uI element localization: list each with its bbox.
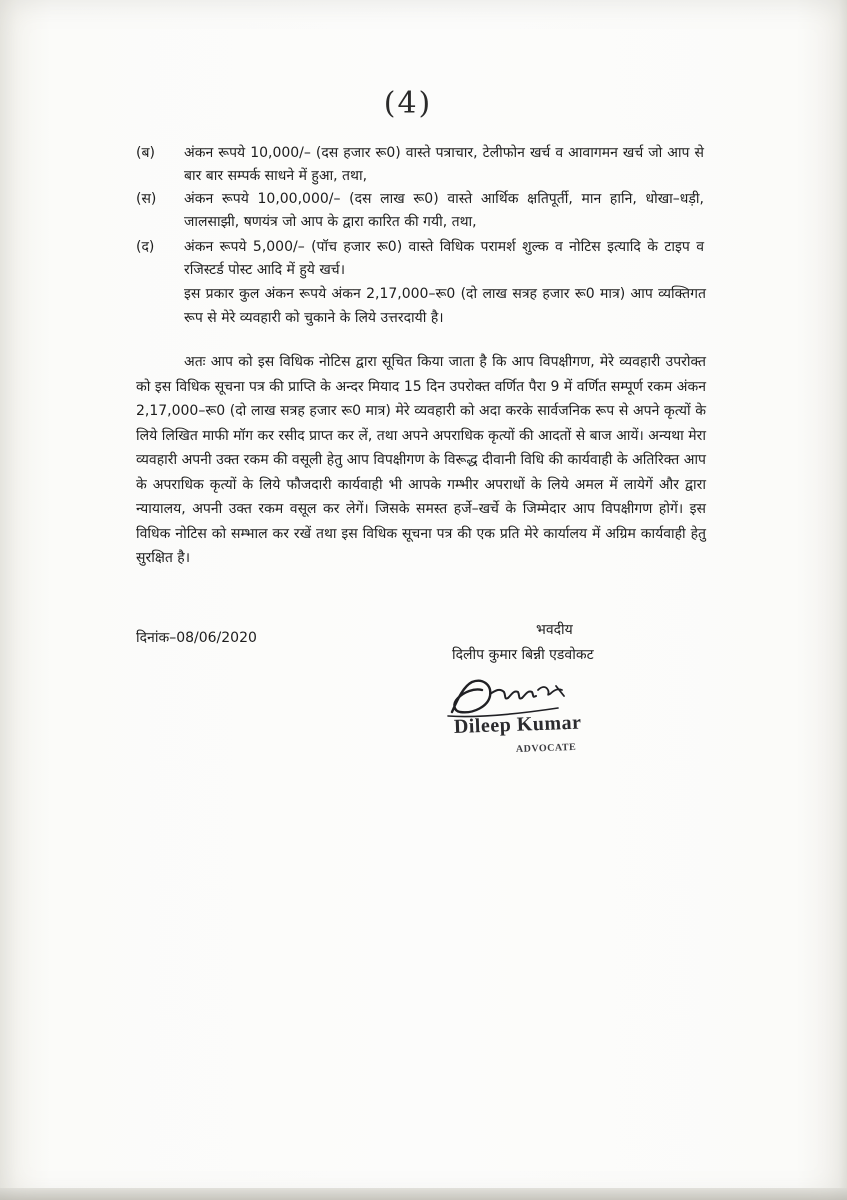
item-text: अंकन रूपये 10,000/– (दस हजार रू0) वास्ते पत्राचार, टेलीफोन खर्च व आवागमन खर्च जो आप से बार बार सम्पर्क साधने में हुआ, तथा, bbox=[184, 145, 704, 184]
item-marker: (द) bbox=[136, 239, 155, 255]
item-marker: (स) bbox=[136, 191, 157, 207]
stamp-title: ADVOCATE bbox=[515, 741, 577, 755]
list-item bbox=[136, 188, 706, 234]
list-item bbox=[136, 236, 706, 282]
notice-paragraph: अतः आप को इस विधिक नोटिस द्वारा सूचित किया जाता है कि आप विपक्षीगण, मेरे व्यवहारी उपरोक्त को इस विधिक सूचना पत्र की प्राप्ति के अन्दर मियाद 15 दिन उपरोक्त वर्णित पैरा 9 में वर्णित सम्पूर्ण रकम अंकन 2,17,000–रू0 (दो लाख सत्रह हजार रू0 मात्र) मेरे व्यवहारी को अदा करके सार्वजनिक रूप से अपने कृत्यों के लिये लिखित माफी मॉग कर रसीद प्राप्त कर लें, तथा अपने अपराधिक कृत्यों की आदतों से बाज आयें। अन्यथा मेरा व्यवहारी अपनी उक्त रकम की वसूली हेतु आप विपक्षीगण के विरूद्ध दीवानी विधि की कार्यवाही के अतिरिक्त आप के अपराधिक कृत्यों के लिये फौजदारी कार्यवाही भी आपके गम्भीर अपराधों के लिये अमल में लायेगें और द्वारा न्यायालय, अपनी उक्त रकम वसूल कर लेगें। जिसके समस्त हर्जे–खर्चे के जिम्मेदार आप विपक्षीगण होगें। इस विधिक नोटिस को सम्भाल कर रखें तथा इस विधिक सूचना पत्र की एक प्रति मेरे कार्यालय में अग्रिम कार्यवाही हेतु सुरक्षित है। bbox=[136, 354, 706, 566]
closing-salutation: भवदीय bbox=[536, 622, 573, 638]
page-number: (4) bbox=[383, 86, 433, 121]
item-marker: (ब) bbox=[136, 145, 155, 161]
total-summary: इस प्रकार कुल अंकन रूपये अंकन 2,17,000–रू0 (दो लाख सत्रह हजार रू0 मात्र) आप व्यक्तिगत रूप से मेरे व्यवहारी को चुकाने के लिये उत्तरदायी है। bbox=[184, 286, 706, 326]
date-line: दिनांक–08/06/2020 bbox=[136, 630, 257, 646]
item-text: अंकन रूपये 10,00,000/– (दस लाख रू0) वास्ते आर्थिक क्षतिपूर्ती, मान हानि, धोखा–धड़ी, जालसाझी, षणयंत्र जो आप के द्वारा कारित की गयी, तथा, bbox=[184, 191, 704, 230]
stamp-name: Dileep Kumar bbox=[453, 711, 582, 738]
page-bottom-edge bbox=[0, 1188, 847, 1200]
list-item bbox=[136, 142, 706, 188]
advocate-name: दिलीप कुमार बिन्नी एडवोकट bbox=[452, 647, 594, 663]
item-text: अंकन रूपये 5,000/– (पॉच हजार रू0) वास्ते विधिक परामर्श शुल्क व नोटिस इत्यादि के टाइप व रजिस्टर्ड पोस्ट आदि में हुये खर्च। bbox=[184, 239, 704, 278]
